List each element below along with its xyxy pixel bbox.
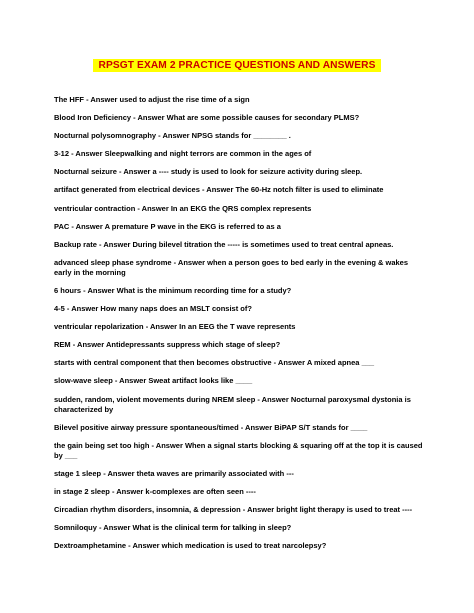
qa-item: 6 hours - Answer What is the minimum recording time for a study? — [54, 285, 292, 295]
qa-item: 4-5 - Answer How many naps does an MSLT consist of? — [54, 304, 252, 314]
qa-item: Nocturnal polysomnography - Answer NPSG stands for ________ . — [54, 131, 291, 141]
qa-item: the gain being set too high - Answer When a signal starts blocking & squaring off at the top it is caused by ___ — [54, 440, 423, 460]
qa-item: Blood Iron Deficiency - Answer What are some possible causes for secondary PLMS? — [54, 113, 360, 123]
title-container — [0, 55, 474, 73]
qa-item: in stage 2 sleep - Answer k-complexes are often seen ---- — [54, 486, 256, 496]
document-title: RPSGT EXAM 2 PRACTICE QUESTIONS AND ANSWERS — [93, 59, 382, 72]
qa-item: Backup rate - Answer During bilevel titration the ----- is sometimes used to treat central apneas. — [54, 239, 394, 249]
qa-item: The HFF - Answer used to adjust the rise time of a sign — [54, 95, 250, 104]
qa-item: Somniloquy - Answer What is the clinical term for talking in sleep? — [54, 523, 292, 533]
qa-item: REM - Answer Antidepressants suppress which stage of sleep? — [54, 340, 281, 350]
qa-item: advanced sleep phase syndrome - Answer when a person goes to bed early in the evening & wakes early in the morning — [54, 257, 409, 277]
qa-item: stage 1 sleep - Answer theta waves are primarily associated with --- — [54, 468, 294, 478]
qa-list — [54, 95, 426, 559]
qa-item: ventricular contraction - Answer In an EKG the QRS complex represents — [54, 203, 312, 213]
qa-item: 3-12 - Answer Sleepwalking and night terrors are common in the ages of — [54, 149, 312, 159]
qa-item: starts with central component that then becomes obstructive - Answer A mixed apnea ___ — [54, 358, 375, 368]
qa-item: Circadian rhythm disorders, insomnia, & depression - Answer bright light therapy is used to treat ---- — [54, 504, 413, 514]
qa-item: PAC - Answer A premature P wave in the EKG is referred to as a — [54, 221, 281, 231]
qa-item: artifact generated from electrical devices - Answer The 60-Hz notch filter is used to eliminate — [54, 185, 384, 195]
qa-item: sudden, random, violent movements during NREM sleep - Answer Nocturnal paroxysmal dystonia is characterized by — [54, 394, 411, 414]
qa-item: Bilevel positive airway pressure spontaneous/timed - Answer BiPAP S/T stands for ____ — [54, 422, 368, 432]
qa-item: Nocturnal seizure - Answer a ---- study is used to look for seizure activity during sleep. — [54, 167, 363, 177]
qa-item: Dextroamphetamine - Answer which medication is used to treat narcolepsy? — [54, 541, 327, 551]
qa-item: ventricular repolarization - Answer In an EEG the T wave represents — [54, 322, 296, 332]
qa-item: slow-wave sleep - Answer Sweat artifact looks like ____ — [54, 376, 253, 386]
